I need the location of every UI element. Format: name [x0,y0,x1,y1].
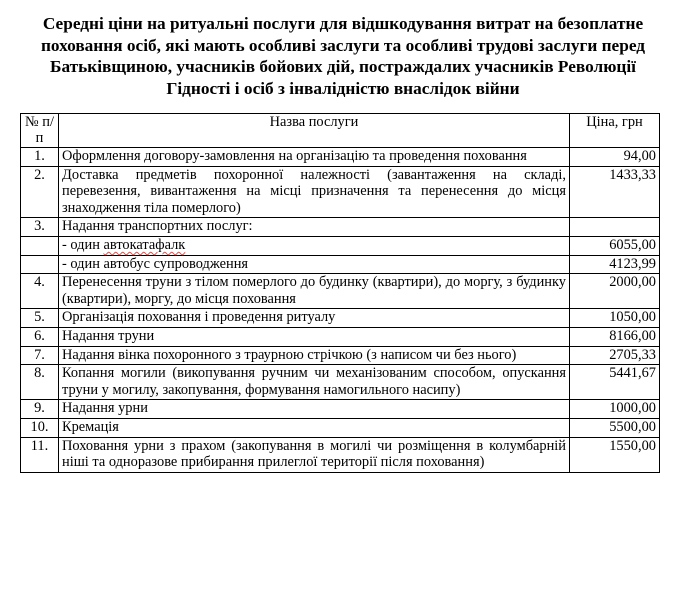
service-name: Надання транспортних послуг: [59,218,570,237]
table-row [21,437,660,472]
table-row [21,236,660,255]
service-name: Надання урни [59,400,570,419]
service-name: Надання вінка похоронного з траурною стрічкою (з написом чи без нього) [59,346,570,365]
row-number [21,255,59,274]
table-header-row [21,114,660,148]
service-name: Копання могили (викопування ручним чи механізованим способом, опускання труни у могилу, закопування, формування намогильного насипу) [59,365,570,400]
service-price: 5500,00 [570,418,660,437]
table-row [21,274,660,309]
table-row [21,255,660,274]
header-service-name: Назва послуги [59,114,570,148]
row-number: 4. [21,274,59,309]
service-name: Оформлення договору-замовлення на організацію та проведення поховання [59,148,570,167]
table-row [21,346,660,365]
service-name: Доставка предметів похоронної належності (завантаження на складі, перевезення, вивантаження на місці призначення та перенесення до місця знаходження тіла померлого) [59,166,570,218]
service-name [59,236,570,255]
spellcheck-flagged-word: автокатафалк [103,236,186,253]
table-row [21,166,660,218]
service-name: - один автобус супроводження [59,255,570,274]
table-row [21,418,660,437]
document-title: Середні ціни на ритуальні послуги для відшкодування витрат на безоплатне поховання осіб, які мають особливі заслуги та особливі трудові заслуги перед Батьківщиною, учасників бойових дій, постраждалих учасників Революції Гідності і осіб з інвалідністю внаслідок війни [40,14,646,98]
table-row [21,218,660,237]
service-price: 8166,00 [570,327,660,346]
row-number: 11. [21,437,59,472]
row-number: 7. [21,346,59,365]
service-price: 94,00 [570,148,660,167]
header-number: № п/п [21,114,59,148]
row-number: 2. [21,166,59,218]
table-row [21,309,660,328]
service-price: 1433,33 [570,166,660,218]
table-row [21,148,660,167]
service-name: Перенесення труни з тілом померлого до будинку (квартири), до моргу, з будинку (квартири), моргу, до місця поховання [59,274,570,309]
service-price: 2705,33 [570,346,660,365]
table-row [21,400,660,419]
table-row [21,327,660,346]
row-number: 10. [21,418,59,437]
service-price: 1050,00 [570,309,660,328]
service-price: 5441,67 [570,365,660,400]
table-row [21,365,660,400]
service-name: Кремація [59,418,570,437]
row-number: 5. [21,309,59,328]
row-number: 8. [21,365,59,400]
row-number: 9. [21,400,59,419]
service-price: 1550,00 [570,437,660,472]
row-number: 1. [21,148,59,167]
service-price [570,218,660,237]
row-number: 6. [21,327,59,346]
service-price: 4123,99 [570,255,660,274]
service-price: 1000,00 [570,400,660,419]
service-name-prefix: - один [62,236,104,253]
price-table [20,113,660,473]
row-number: 3. [21,218,59,237]
service-name: Поховання урни з прахом (закопування в могилі чи розміщення в колумбарній ніші та одноразове прибирання прилеглої території після поховання) [59,437,570,472]
row-number [21,236,59,255]
service-name: Надання труни [59,327,570,346]
header-price: Ціна, грн [570,114,660,148]
service-name: Організація поховання і проведення ритуалу [59,309,570,328]
service-price: 2000,00 [570,274,660,309]
service-price: 6055,00 [570,236,660,255]
